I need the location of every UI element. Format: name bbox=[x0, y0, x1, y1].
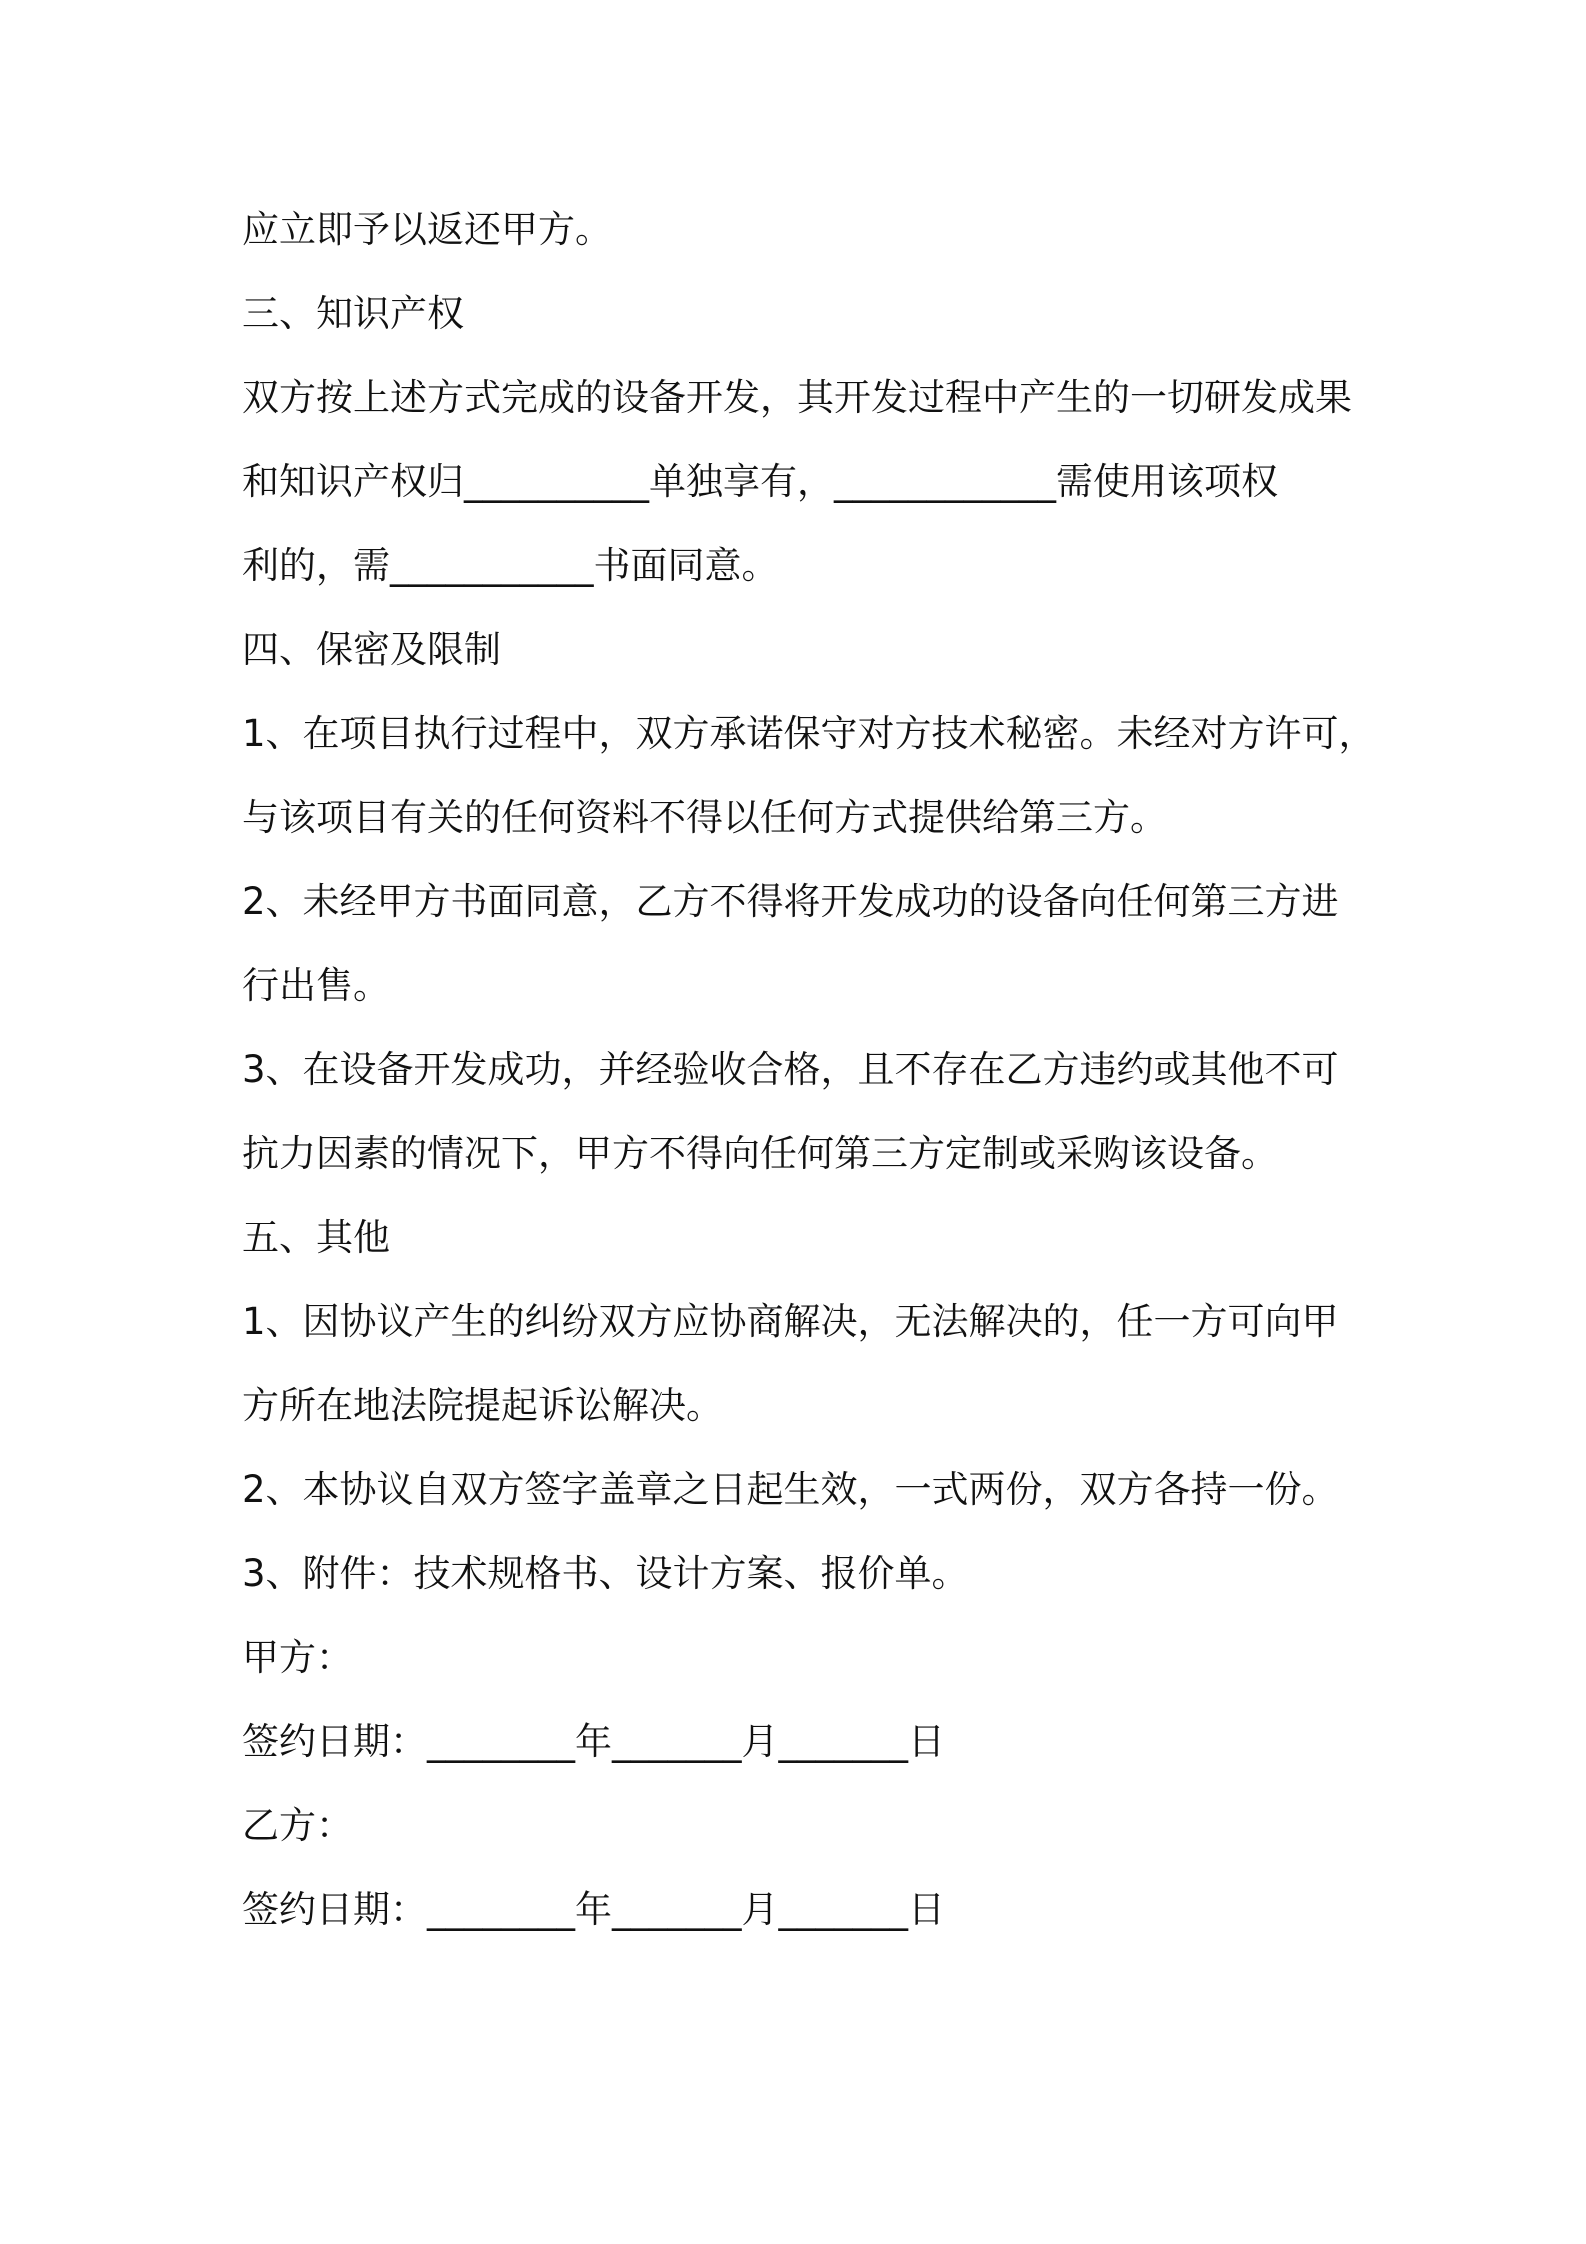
clause-line-confidentiality-2b: 行出售。 bbox=[242, 964, 390, 1007]
section-heading-intellectual-property: 三、知识产权 bbox=[242, 292, 464, 335]
clause-line-confidentiality-1a: 1、在项目执行过程中，双方承诺保守对方技术秘密。未经对方许可， bbox=[242, 712, 1376, 755]
clause-line-other-2: 2、本协议自双方签字盖章之日起生效，一式两份，双方各持一份。 bbox=[242, 1468, 1339, 1511]
party-a-label: 甲方： bbox=[242, 1636, 353, 1679]
clause-line-confidentiality-3b: 抗力因素的情况下，甲方不得向任何第三方定制或采购该设备。 bbox=[242, 1132, 1278, 1175]
party-a-signing-date: 签约日期：________年_______月_______日 bbox=[242, 1720, 945, 1763]
document-body bbox=[242, 200, 1376, 1964]
paragraph-line-return-clause: 应立即予以返还甲方。 bbox=[242, 208, 612, 251]
clause-line-other-3: 3、附件：技术规格书、设计方案、报价单。 bbox=[242, 1552, 969, 1595]
section-heading-confidentiality: 四、保密及限制 bbox=[242, 628, 501, 671]
clause-line-confidentiality-3a: 3、在设备开发成功，并经验收合格，且不存在乙方违约或其他不可 bbox=[242, 1048, 1339, 1091]
paragraph-line-ip-2: 和知识产权归__________单独享有，____________需使用该项权 bbox=[242, 460, 1278, 503]
clause-line-confidentiality-1b: 与该项目有关的任何资料不得以任何方式提供给第三方。 bbox=[242, 796, 1167, 839]
paragraph-line-ip-1: 双方按上述方式完成的设备开发，其开发过程中产生的一切研发成果 bbox=[242, 376, 1352, 419]
clause-line-confidentiality-2a: 2、未经甲方书面同意，乙方不得将开发成功的设备向任何第三方进 bbox=[242, 880, 1339, 923]
section-heading-other: 五、其他 bbox=[242, 1216, 390, 1259]
party-b-label: 乙方： bbox=[242, 1804, 353, 1847]
party-b-signing-date: 签约日期：________年_______月_______日 bbox=[242, 1888, 945, 1931]
clause-line-other-1a: 1、因协议产生的纠纷双方应协商解决，无法解决的，任一方可向甲 bbox=[242, 1300, 1339, 1343]
paragraph-line-ip-3: 利的，需___________书面同意。 bbox=[242, 544, 779, 587]
clause-line-other-1b: 方所在地法院提起诉讼解决。 bbox=[242, 1384, 723, 1427]
